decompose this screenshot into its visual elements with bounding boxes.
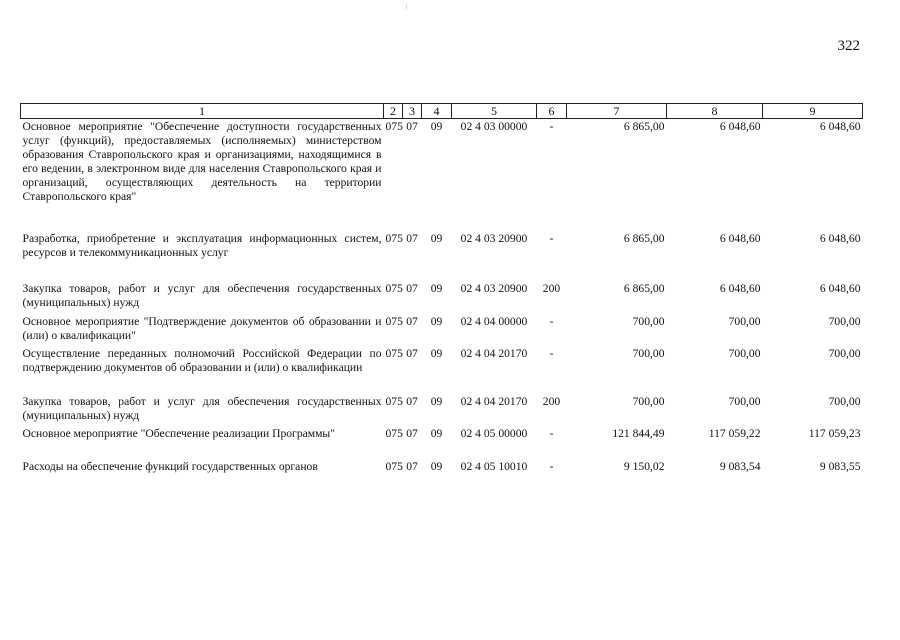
target-article-code: 02 4 05 10010 <box>460 459 528 473</box>
row-name: Основное мероприятие "Обеспечение реализации Программы" <box>22 426 335 440</box>
table-row <box>21 314 863 346</box>
expense-type-code: 200 <box>542 394 561 408</box>
expense-type-code: - <box>549 314 554 328</box>
amount-col-7: 700,00 <box>632 346 665 360</box>
column-header-6: 6 <box>537 104 567 119</box>
target-article-code: 02 4 03 20900 <box>460 231 528 245</box>
amount-col-9: 700,00 <box>828 346 861 360</box>
row-name: Разработка, приобретение и эксплуатация информационных систем, ресурсов и телекоммуникационных услуг <box>22 231 382 259</box>
row-name: Расходы на обеспечение функций государственных органов <box>22 459 318 473</box>
amount-col-8: 6 048,60 <box>719 281 761 295</box>
amount-col-7: 6 865,00 <box>623 120 665 133</box>
row-name: Осуществление переданных полномочий Российской Федерации по подтверждению документов об образовании и (или) о квалификации <box>22 346 382 374</box>
table-row <box>21 459 863 489</box>
target-article-code: 02 4 05 00000 <box>460 426 528 440</box>
column-header-4: 4 <box>422 104 452 119</box>
column-header-2: 2 <box>384 104 403 119</box>
amount-col-9: 9 083,55 <box>819 459 861 473</box>
column-header-1: 1 <box>21 104 384 119</box>
target-article-code: 02 4 04 00000 <box>460 314 528 328</box>
section-code: 07 <box>406 346 418 360</box>
ministry-code: 075 <box>385 120 403 133</box>
scan-mark <box>406 4 407 10</box>
ministry-code: 075 <box>385 346 403 360</box>
subsection-code: 09 <box>430 426 443 440</box>
table-row <box>21 346 863 394</box>
amount-col-7: 700,00 <box>632 314 665 328</box>
amount-col-9: 6 048,60 <box>819 281 861 295</box>
target-article-code: 02 4 04 20170 <box>460 346 528 360</box>
section-code: 07 <box>406 314 418 328</box>
amount-col-7: 9 150,02 <box>623 459 665 473</box>
section-code: 07 <box>406 394 418 408</box>
section-code: 07 <box>406 231 418 245</box>
section-code: 07 <box>406 426 418 440</box>
amount-col-9: 700,00 <box>828 394 861 408</box>
subsection-code: 09 <box>430 231 443 245</box>
amount-col-9: 6 048,60 <box>819 231 861 245</box>
subsection-code: 09 <box>430 281 443 295</box>
table-row <box>21 281 863 314</box>
expense-type-code: 200 <box>542 281 561 295</box>
budget-table <box>20 103 863 489</box>
subsection-code: 09 <box>430 346 443 360</box>
amount-col-8: 9 083,54 <box>719 459 761 473</box>
ministry-code: 075 <box>385 394 403 408</box>
column-header-8: 8 <box>667 104 763 119</box>
amount-col-8: 700,00 <box>728 314 761 328</box>
expense-type-code: - <box>549 231 554 245</box>
amount-col-8: 6 048,60 <box>719 120 761 133</box>
amount-col-7: 121 844,49 <box>612 426 665 440</box>
expense-type-code: - <box>549 426 554 440</box>
amount-col-9: 6 048,60 <box>819 120 861 133</box>
amount-col-8: 6 048,60 <box>719 231 761 245</box>
amount-col-9: 700,00 <box>828 314 861 328</box>
amount-col-9: 117 059,23 <box>808 426 861 440</box>
column-header-5: 5 <box>452 104 537 119</box>
amount-col-8: 117 059,22 <box>708 426 761 440</box>
section-code: 07 <box>406 120 418 133</box>
table-row <box>21 119 863 231</box>
header-row <box>21 104 863 119</box>
amount-col-8: 700,00 <box>728 346 761 360</box>
expense-type-code: - <box>549 346 554 360</box>
column-header-3: 3 <box>403 104 422 119</box>
ministry-code: 075 <box>385 281 403 295</box>
page-number: 322 <box>837 38 860 54</box>
row-name: Закупка товаров, работ и услуг для обеспечения государственных (муниципальных) нужд <box>22 281 382 309</box>
ministry-code: 075 <box>385 314 403 328</box>
ministry-code: 075 <box>385 231 403 245</box>
table-row <box>21 394 863 426</box>
target-article-code: 02 4 04 20170 <box>460 394 528 408</box>
amount-col-8: 700,00 <box>728 394 761 408</box>
table-row <box>21 231 863 281</box>
ministry-code: 075 <box>385 426 403 440</box>
ministry-code: 075 <box>385 459 403 473</box>
expense-type-code: - <box>549 120 554 133</box>
subsection-code: 09 <box>430 314 443 328</box>
row-name: Основное мероприятие "Обеспечение доступности государственных услуг (функций), предоставляемых (исполняемых) министерством образования Ставропольского края и организациями, находящимися в его ведении, в электронном виде для населения Ставропольского края и организаций, осуществляющих деятельность на территории Ставропольского края" <box>22 120 382 203</box>
table-row <box>21 426 863 459</box>
target-article-code: 02 4 03 20900 <box>460 281 528 295</box>
target-article-code: 02 4 03 00000 <box>460 120 528 133</box>
column-header-7: 7 <box>567 104 667 119</box>
subsection-code: 09 <box>430 394 443 408</box>
section-code: 07 <box>406 459 418 473</box>
section-code: 07 <box>406 281 418 295</box>
expense-type-code: - <box>549 459 554 473</box>
column-header-9: 9 <box>763 104 863 119</box>
subsection-code: 09 <box>430 459 443 473</box>
amount-col-7: 6 865,00 <box>623 231 665 245</box>
row-name: Основное мероприятие "Подтверждение документов об образовании и (или) о квалификации" <box>22 314 382 342</box>
row-name: Закупка товаров, работ и услуг для обеспечения государственных (муниципальных) нужд <box>22 394 382 422</box>
subsection-code: 09 <box>430 120 443 133</box>
amount-col-7: 700,00 <box>632 394 665 408</box>
amount-col-7: 6 865,00 <box>623 281 665 295</box>
